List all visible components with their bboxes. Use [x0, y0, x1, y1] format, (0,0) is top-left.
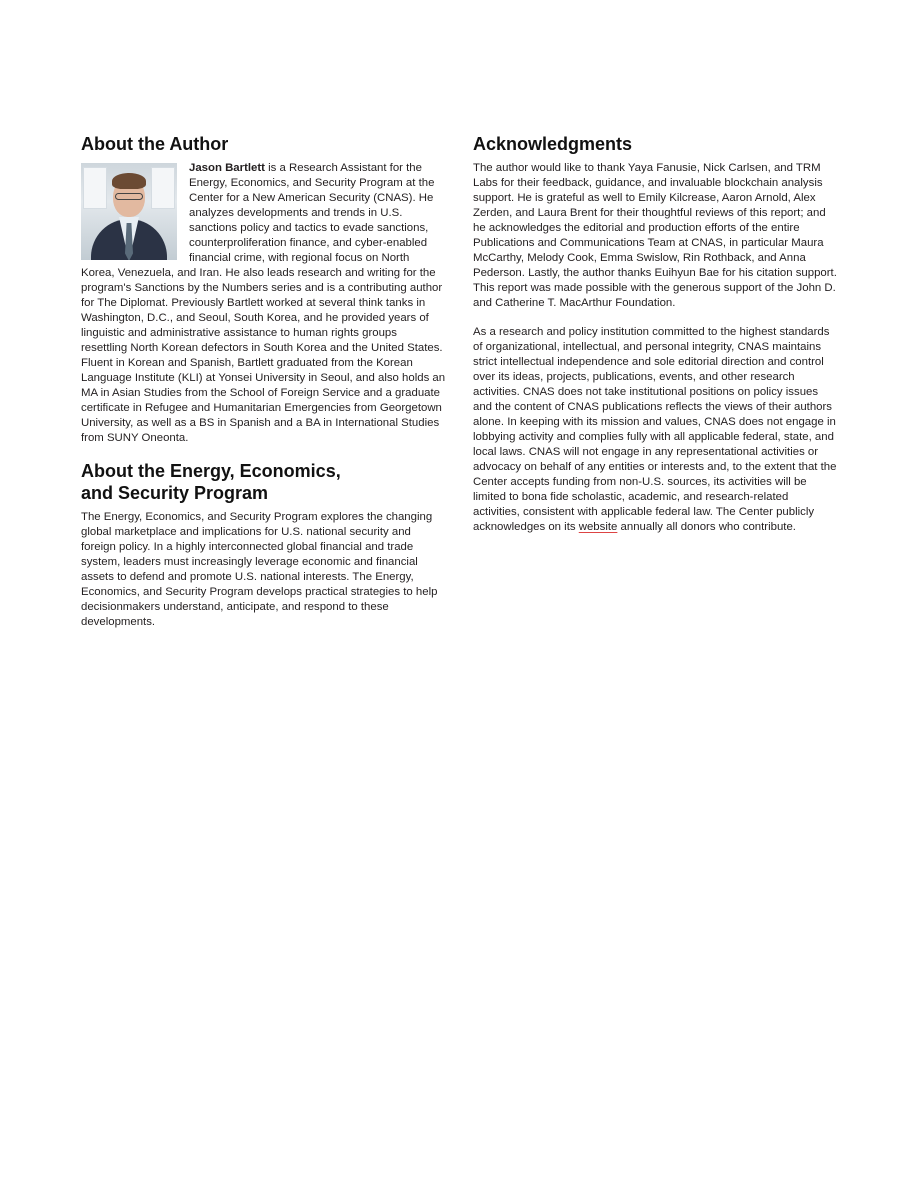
author-name: Jason Bartlett	[189, 162, 265, 174]
acknowledgments-heading: Acknowledgments	[473, 134, 633, 154]
about-program-heading	[81, 460, 446, 504]
author-bio-text: is a Research Assistant for the Energy, Economics, and Security Program at the Center for a New American Security (CNAS). He analyzes developments and trends in U.S. sanctions policy and tactics to evade sanctions, counterproliferation finance, and cyber-enabled financial crime, with regional focus on North Korea, Venezuela, and Iran. He also leads research and writing for the program's Sanctions by the Numbers series and is a contributing author for The Diplomat. Previously Bartlett worked at several think tanks in Washington, D.C., and Seoul, South Korea, and he provided years of linguistic and administrative assistance to human rights groups resettling North Korean defectors in South Korea and the United States. Fluent in Korean and Spanish, Bartlett graduated from the Korean Language Institute (KLI) at Yonsei University in Seoul, and also holds an MA in Asian Studies from the School of Foreign Service and a graduate certificate in Refugee and Humanitarian Emergencies from Georgetown University, as well as a BS in Spanish and a BA in International Studies from SUNY Oneonta.	[81, 162, 446, 444]
acknowledgments-para2-text: As a research and policy institution committed to the highest standards of organizational, intellectual, and personal integrity, CNAS maintains strict intellectual independence and sole editorial direction and control over its ideas, projects, publications, events, and other research activities. CNAS does not take institutional positions on policy issues and the content of CNAS publications reflects the views of their authors alone. In keeping with its mission and values, CNAS does not engage in lobbying activity and complies fully with all applicable federal, state, and local laws. CNAS will not engage in any representational activities or advocacy on behalf of any entities or interests and, to the extent that the Center accepts funding from non-U.S. sources, its activities will be limited to bona fide scholastic, academic, and research-related activities, consistent with applicable federal law. The Center publicly acknowledges on its	[473, 326, 837, 533]
author-photo	[81, 163, 177, 260]
acknowledgments-para2-end: annually all donors who contribute.	[617, 521, 796, 533]
right-column	[473, 133, 838, 535]
acknowledgments-para2	[473, 325, 838, 535]
acknowledgments-para1: The author would like to thank Yaya Fanusie, Nick Carlsen, and TRM Labs for their feedback, guidance, and invaluable blockchain analysis support. He is grateful as well to Emily Kilcrease, Aaron Arnold, Alex Zerden, and Laura Brent for their thoughtful reviews of this report; and he acknowledges the editorial and production efforts of the entire Publications and Communications Team at CNAS, in particular Maura McCarthy, Melody Cook, Emma Swislow, Rin Rothback, and Anna Pederson. Lastly, the author thanks Euihyun Bae for his citation support. This report was made possible with the generous support of the John D. and Catherine T. MacArthur Foundation.	[473, 162, 837, 309]
about-program-heading-line1: About the Energy, Economics,	[81, 461, 341, 481]
website-link[interactable]: website	[578, 521, 618, 533]
about-author-heading: About the Author	[81, 134, 229, 154]
about-program-body: The Energy, Economics, and Security Program explores the changing global marketplace and implications for U.S. national security and foreign policy. In a highly interconnected global financial and trade system, leaders must increasingly leverage economic and financial assets to defend and promote U.S. national interests. The Energy, Economics, and Security Program develops practical strategies to help decisionmakers understand, anticipate, and respond to these developments.	[81, 511, 438, 628]
about-program-heading-line2: and Security Program	[81, 483, 269, 503]
left-column	[81, 133, 446, 630]
